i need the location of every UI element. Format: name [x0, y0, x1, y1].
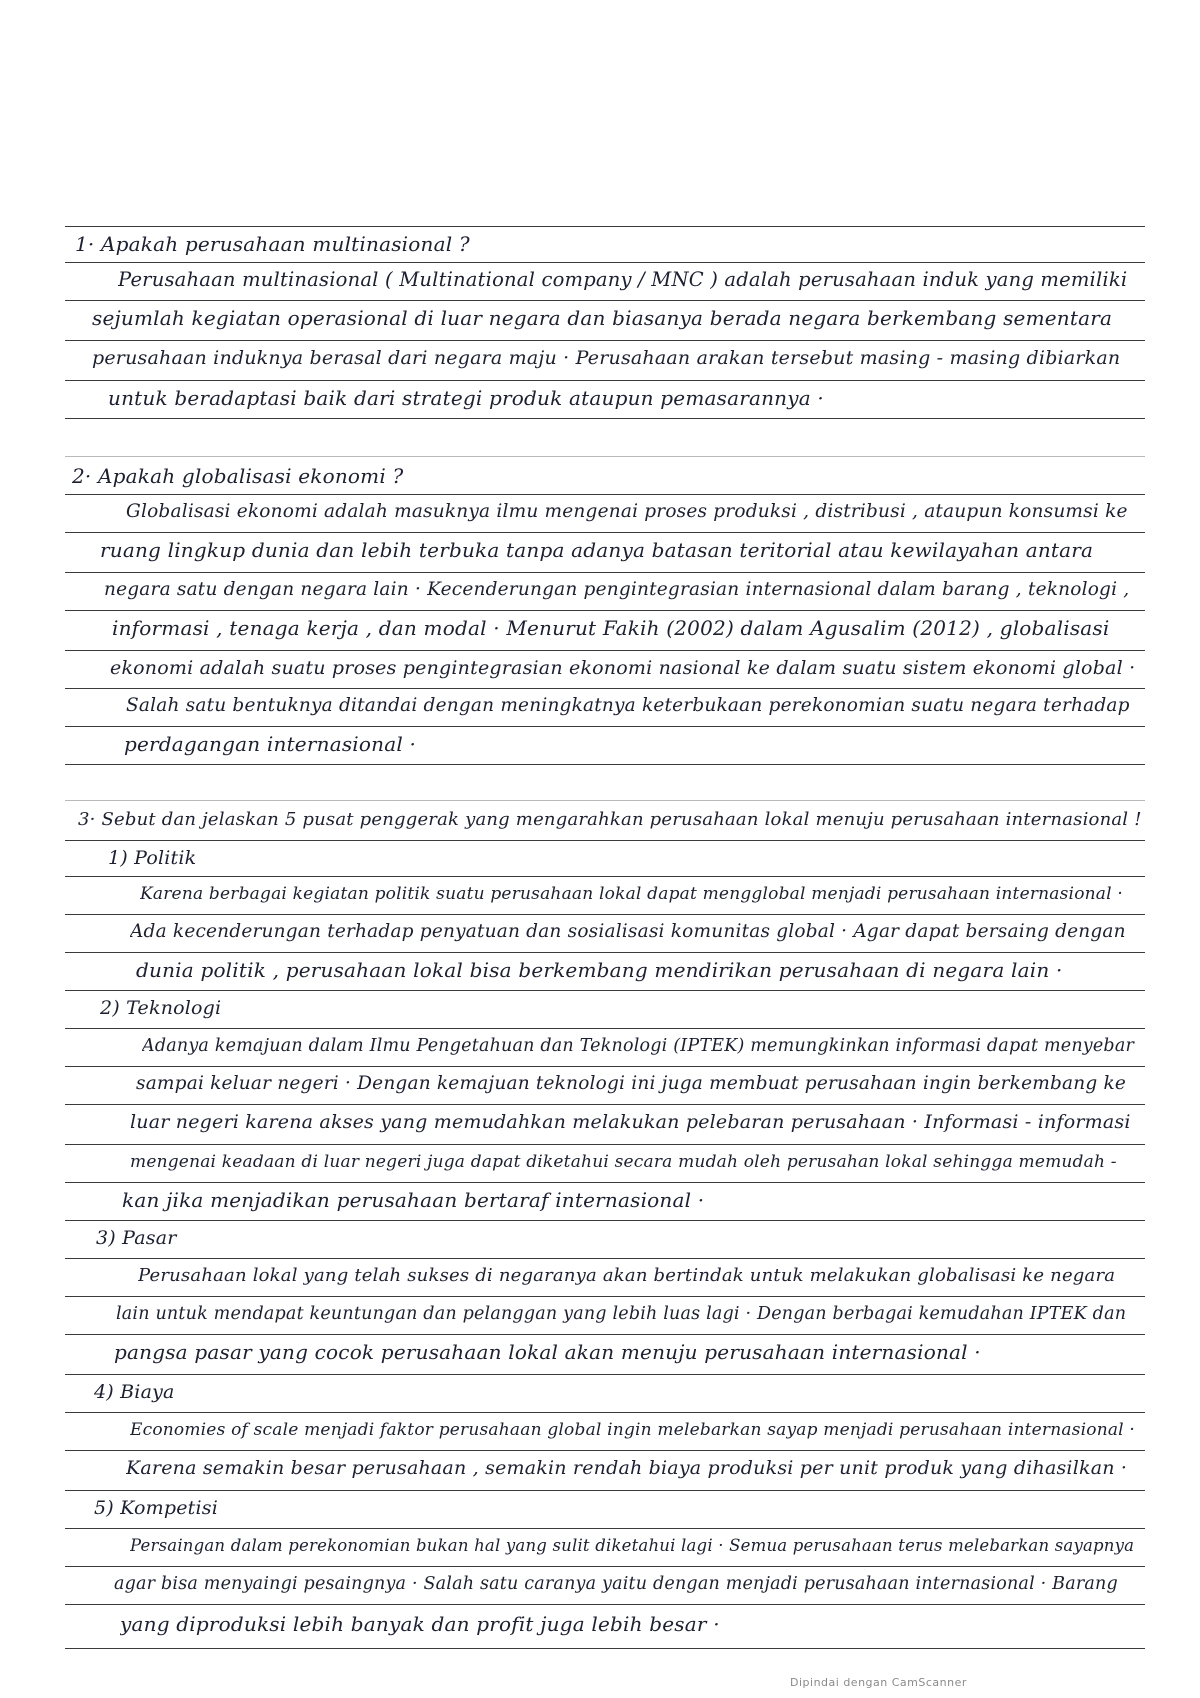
item-pasar-line: pangsa pasar yang cocok perusahaan lokal akan menuju perusahaan internasional ·	[114, 1340, 981, 1364]
ruled-line	[65, 1334, 1145, 1335]
ruled-line	[65, 1144, 1145, 1145]
answer-2-line: Salah satu bentuknya ditandai dengan meningkatnya keterbukaan perekonomian suatu negara terhadap	[126, 695, 1130, 716]
ruled-line	[65, 300, 1145, 301]
ruled-line	[65, 494, 1145, 495]
ruled-line	[65, 840, 1145, 841]
ruled-line	[65, 1566, 1145, 1567]
item-pasar-line: Perusahaan lokal yang telah sukses di negaranya akan bertindak untuk melakukan globalisasi ke negara	[138, 1265, 1116, 1286]
item-teknologi-line: mengenai keadaan di luar negeri juga dapat diketahui secara mudah oleh perusahan lokal sehingga memudah -	[130, 1152, 1117, 1172]
question-1: 1· Apakah perusahaan multinasional ?	[75, 232, 470, 256]
ruled-line	[65, 1104, 1145, 1105]
answer-2-line: ruang lingkup dunia dan lebih terbuka tanpa adanya batasan teritorial atau kewilayahan antara	[100, 538, 1094, 562]
ruled-line	[65, 1412, 1145, 1413]
ruled-line	[65, 1220, 1145, 1221]
item-title-biaya: 4) Biaya	[94, 1381, 175, 1403]
item-kompetisi-line: yang diproduksi lebih banyak dan profit juga lebih besar ·	[120, 1612, 720, 1636]
item-teknologi-line: Adanya kemajuan dalam Ilmu Pengetahuan dan Teknologi (IPTEK) memungkinkan informasi dapat menyebar	[142, 1036, 1135, 1056]
ruled-line	[65, 726, 1145, 727]
ruled-line	[65, 1528, 1145, 1529]
question-3: 3· Sebut dan jelaskan 5 pusat penggerak yang mengarahkan perusahaan lokal menuju perusahaan internasional !	[78, 809, 1142, 830]
ruled-line	[65, 340, 1145, 341]
ruled-line	[65, 1066, 1145, 1067]
answer-2-line: informasi , tenaga kerja , dan modal · Menurut Fakih (2002) dalam Agusalim (2012) , globalisasi	[112, 616, 1110, 640]
answer-2-line: Globalisasi ekonomi adalah masuknya ilmu mengenai proses produksi , distribusi , ataupun konsumsi ke	[126, 501, 1128, 522]
answer-1-line: untuk beradaptasi baik dari strategi produk ataupun pemasarannya ·	[108, 386, 824, 410]
item-biaya-line: Economies of scale menjadi faktor perusahaan global ingin melebarkan sayap menjadi perusahaan internasional ·	[130, 1420, 1136, 1440]
ruled-line	[65, 1028, 1145, 1029]
item-kompetisi-line: agar bisa menyaingi pesaingnya · Salah satu caranya yaitu dengan menjadi perusahaan internasional · Barang	[114, 1574, 1118, 1594]
answer-1-line: sejumlah kegiatan operasional di luar negara dan biasanya berada negara berkembang sementara	[92, 306, 1113, 330]
ruled-line	[65, 800, 1145, 801]
ruled-line	[65, 1490, 1145, 1491]
ruled-line	[65, 262, 1145, 263]
ruled-line	[65, 688, 1145, 689]
ruled-line	[65, 456, 1145, 457]
item-politik-line: Karena berbagai kegiatan politik suatu perusahaan lokal dapat mengglobal menjadi perusahaan internasional ·	[140, 884, 1123, 904]
ruled-line	[65, 532, 1145, 533]
ruled-line	[65, 914, 1145, 915]
ruled-line	[65, 380, 1145, 381]
ruled-line	[65, 1258, 1145, 1259]
ruled-line	[65, 226, 1145, 227]
item-pasar-line: lain untuk mendapat keuntungan dan pelanggan yang lebih luas lagi · Dengan berbagai kemudahan IPTEK dan	[116, 1304, 1127, 1324]
question-2: 2· Apakah globalisasi ekonomi ?	[72, 464, 404, 488]
item-biaya-line: Karena semakin besar perusahaan , semakin rendah biaya produksi per unit produk yang dihasilkan ·	[126, 1457, 1128, 1479]
ruled-line	[65, 572, 1145, 573]
ruled-line	[65, 650, 1145, 651]
item-title-kompetisi: 5) Kompetisi	[94, 1497, 219, 1519]
answer-2-line: negara satu dengan negara lain · Kecenderungan pengintegrasian internasional dalam barang , teknologi ,	[104, 579, 1130, 600]
ruled-line	[65, 990, 1145, 991]
answer-2-line: perdagangan internasional ·	[124, 732, 417, 756]
item-teknologi-line: luar negeri karena akses yang memudahkan melakukan pelebaran perusahaan · Informasi - informasi	[130, 1111, 1131, 1133]
ruled-line	[65, 1296, 1145, 1297]
item-politik-line: Ada kecenderungan terhadap penyatuan dan sosialisasi komunitas global · Agar dapat bersaing dengan	[130, 921, 1126, 942]
item-teknologi-line: kan jika menjadikan perusahaan bertaraf internasional ·	[122, 1188, 705, 1212]
ruled-line	[65, 418, 1145, 419]
item-title-teknologi: 2) Teknologi	[100, 997, 222, 1019]
ruled-line	[65, 1182, 1145, 1183]
ruled-line	[65, 610, 1145, 611]
ruled-line	[65, 1604, 1145, 1605]
ruled-line	[65, 952, 1145, 953]
item-title-pasar: 3) Pasar	[96, 1227, 177, 1249]
ruled-line	[65, 1648, 1145, 1649]
answer-2-line: ekonomi adalah suatu proses pengintegrasian ekonomi nasional ke dalam suatu sistem ekonomi global ·	[110, 657, 1136, 679]
item-teknologi-line: sampai keluar negeri · Dengan kemajuan teknologi ini juga membuat perusahaan ingin berkembang ke	[136, 1073, 1127, 1094]
ruled-line	[65, 1450, 1145, 1451]
item-politik-line: dunia politik , perusahaan lokal bisa berkembang mendirikan perusahaan di negara lain ·	[136, 958, 1063, 982]
item-kompetisi-line: Persaingan dalam perekonomian bukan hal yang sulit diketahui lagi · Semua perusahaan terus melebarkan sayapnya	[130, 1536, 1135, 1555]
ruled-line	[65, 1374, 1145, 1375]
scanner-watermark: Dipindai dengan CamScanner	[790, 1676, 967, 1689]
ruled-line	[65, 764, 1145, 765]
item-title-politik: 1) Politik	[108, 847, 197, 869]
answer-1-line: Perusahaan multinasional ( Multinational company / MNC ) adalah perusahaan induk yang memiliki	[118, 268, 1128, 291]
answer-1-line: perusahaan induknya berasal dari negara maju · Perusahaan arakan tersebut masing - masing dibiarkan	[92, 347, 1121, 369]
ruled-line	[65, 876, 1145, 877]
